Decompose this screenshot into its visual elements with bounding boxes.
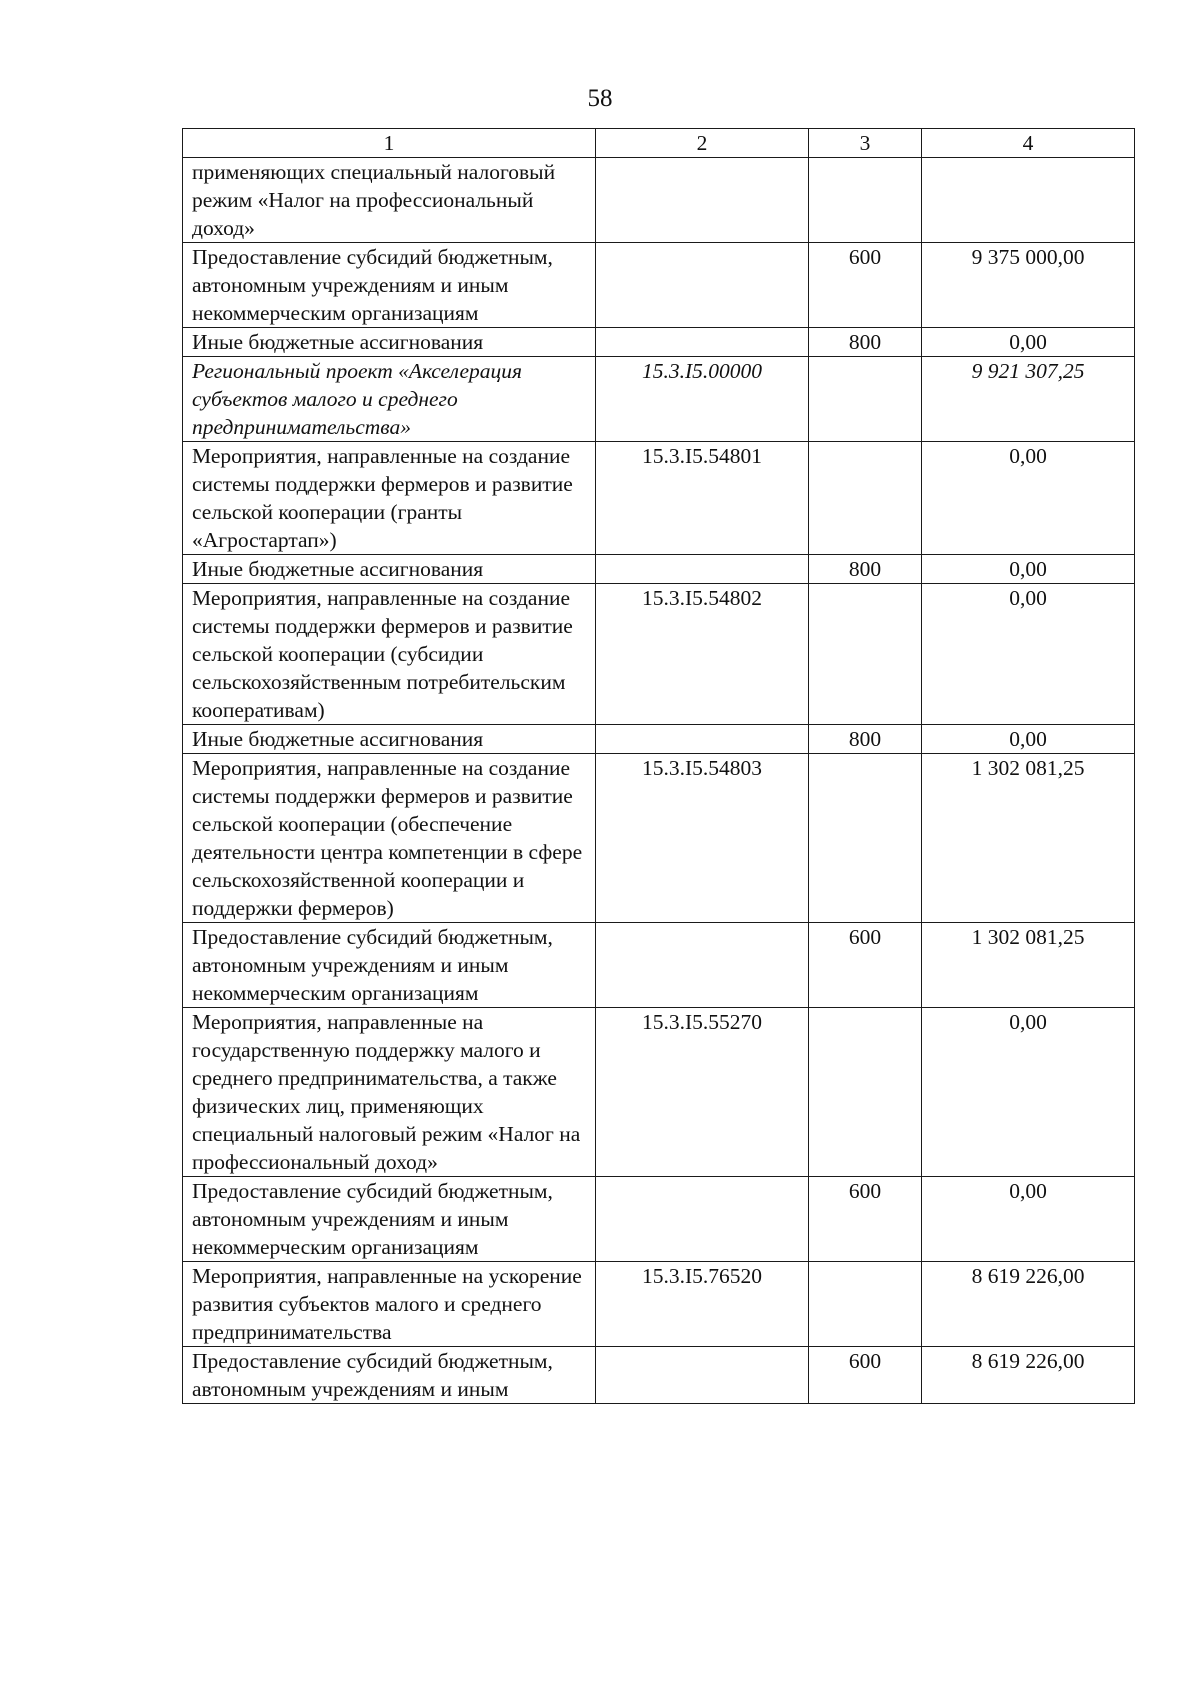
row-amount-cell: 0,00 xyxy=(922,725,1135,754)
row-name-cell: Мероприятия, направленные на создание системы поддержки фермеров и развитие сельской кооперации (обеспечение деятельности центра компетенции в сфере сельскохозяйственной кооперации и поддержки фермеров) xyxy=(183,754,596,923)
row-code-cell: 15.3.I5.54803 xyxy=(596,754,809,923)
row-code-cell xyxy=(596,1177,809,1262)
row-name-cell: Иные бюджетные ассигнования xyxy=(183,725,596,754)
row-amount-cell: 1 302 081,25 xyxy=(922,754,1135,923)
row-code-cell: 15.3.I5.76520 xyxy=(596,1262,809,1347)
row-name-cell: Мероприятия, направленные на создание системы поддержки фермеров и развитие сельской кооперации (субсидии сельскохозяйственным потребительским кооперативам) xyxy=(183,584,596,725)
row-name-cell: Мероприятия, направленные на государственную поддержку малого и среднего предпринимательства, а также физических лиц, применяющих специальный налоговый режим «Налог на профессиональный доход» xyxy=(183,1008,596,1177)
row-name-cell: Региональный проект «Акселерация субъектов малого и среднего предпринимательства» xyxy=(183,357,596,442)
row-amount-cell: 0,00 xyxy=(922,1177,1135,1262)
row-type-cell xyxy=(809,158,922,243)
row-type-cell xyxy=(809,357,922,442)
row-code-cell: 15.3.I5.00000 xyxy=(596,357,809,442)
row-type-cell: 800 xyxy=(809,555,922,584)
row-name-cell: Иные бюджетные ассигнования xyxy=(183,555,596,584)
column-header-2: 2 xyxy=(596,129,809,158)
row-type-cell xyxy=(809,1008,922,1177)
table-row xyxy=(183,1177,1135,1262)
row-amount-cell: 8 619 226,00 xyxy=(922,1347,1135,1404)
table-row xyxy=(183,1262,1135,1347)
row-amount-cell: 0,00 xyxy=(922,328,1135,357)
row-code-cell: 15.3.I5.54801 xyxy=(596,442,809,555)
row-code-cell xyxy=(596,1347,809,1404)
row-type-cell xyxy=(809,442,922,555)
column-header-3: 3 xyxy=(809,129,922,158)
row-name-cell: применяющих специальный налоговый режим «Налог на профессиональный доход» xyxy=(183,158,596,243)
table-row xyxy=(183,923,1135,1008)
table-header-row xyxy=(183,129,1135,158)
row-code-cell xyxy=(596,725,809,754)
row-code-cell: 15.3.I5.55270 xyxy=(596,1008,809,1177)
table-row xyxy=(183,754,1135,923)
row-name-cell: Предоставление субсидий бюджетным, автономным учреждениям и иным некоммерческим организациям xyxy=(183,1177,596,1262)
table-row xyxy=(183,158,1135,243)
page-number: 58 xyxy=(587,85,613,112)
column-header-1: 1 xyxy=(183,129,596,158)
row-amount-cell: 9 921 307,25 xyxy=(922,357,1135,442)
row-amount-cell: 1 302 081,25 xyxy=(922,923,1135,1008)
row-amount-cell: 0,00 xyxy=(922,1008,1135,1177)
row-type-cell: 600 xyxy=(809,1177,922,1262)
row-code-cell xyxy=(596,923,809,1008)
row-name-cell: Иные бюджетные ассигнования xyxy=(183,328,596,357)
row-type-cell xyxy=(809,584,922,725)
row-code-cell xyxy=(596,328,809,357)
budget-table xyxy=(182,128,1135,1404)
row-name-cell: Мероприятия, направленные на ускорение развития субъектов малого и среднего предпринимательства xyxy=(183,1262,596,1347)
row-type-cell xyxy=(809,1262,922,1347)
row-name-cell: Мероприятия, направленные на создание системы поддержки фермеров и развитие сельской кооперации (гранты «Агростартап») xyxy=(183,442,596,555)
row-code-cell xyxy=(596,243,809,328)
table-row xyxy=(183,442,1135,555)
row-amount-cell: 9 375 000,00 xyxy=(922,243,1135,328)
table-body xyxy=(183,158,1135,1404)
row-type-cell: 600 xyxy=(809,923,922,1008)
row-type-cell: 600 xyxy=(809,1347,922,1404)
row-type-cell: 800 xyxy=(809,725,922,754)
row-amount-cell: 8 619 226,00 xyxy=(922,1262,1135,1347)
table-row xyxy=(183,725,1135,754)
row-code-cell xyxy=(596,158,809,243)
table-row xyxy=(183,1347,1135,1404)
row-type-cell xyxy=(809,754,922,923)
table-row xyxy=(183,357,1135,442)
row-amount-cell xyxy=(922,158,1135,243)
row-name-cell: Предоставление субсидий бюджетным, автономным учреждениям и иным некоммерческим организациям xyxy=(183,923,596,1008)
row-name-cell: Предоставление субсидий бюджетным, автономным учреждениям и иным xyxy=(183,1347,596,1404)
row-code-cell: 15.3.I5.54802 xyxy=(596,584,809,725)
row-type-cell: 800 xyxy=(809,328,922,357)
row-amount-cell: 0,00 xyxy=(922,584,1135,725)
row-type-cell: 600 xyxy=(809,243,922,328)
table-row xyxy=(183,555,1135,584)
row-amount-cell: 0,00 xyxy=(922,555,1135,584)
table-row xyxy=(183,584,1135,725)
column-header-4: 4 xyxy=(922,129,1135,158)
row-name-cell: Предоставление субсидий бюджетным, автономным учреждениям и иным некоммерческим организациям xyxy=(183,243,596,328)
table-row xyxy=(183,243,1135,328)
row-amount-cell: 0,00 xyxy=(922,442,1135,555)
table-row xyxy=(183,1008,1135,1177)
row-code-cell xyxy=(596,555,809,584)
table-row xyxy=(183,328,1135,357)
